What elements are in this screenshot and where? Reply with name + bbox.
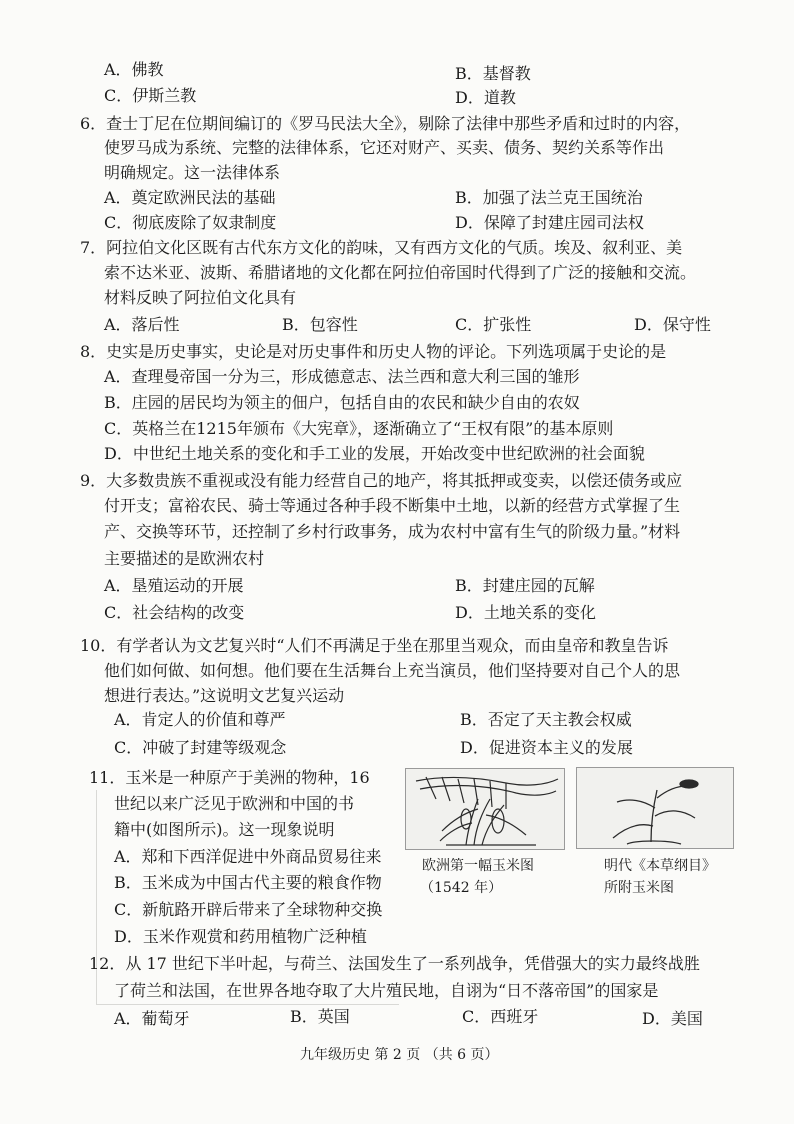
q8-option-a: A．查理曼帝国一分为三，形成德意志、法兰西和意大利三国的雏形 (104, 367, 580, 386)
q6-stem-line-2: 使罗马成为系统、完整的法律体系，它还对财产、买卖、债务、契约关系等作出 (104, 138, 665, 157)
q9-option-c: C．社会结构的改变 (104, 603, 245, 622)
q9-stem-line-1: 9．大多数贵族不重视或没有能力经营自己的地产，将其抵押或变卖，以偿还债务或应 (80, 471, 683, 490)
european-maize-caption-1: 欧洲第一幅玉米图 (422, 858, 534, 874)
q8-option-d: D．中世纪土地关系的变化和手工业的发展，开始改变中世纪欧洲的社会面貌 (104, 444, 645, 463)
q9-stem-line-2: 付开支；富裕农民、骑士等通过各种手段不断集中土地，以新的经营方式掌握了生 (104, 496, 681, 515)
bencao-maize-caption-2: 所附玉米图 (604, 880, 674, 896)
q10-option-b: B．否定了天主教会权威 (460, 710, 632, 729)
q10-option-d: D．促进资本主义的发展 (460, 738, 633, 757)
q12-option-a: A．葡萄牙 (114, 1009, 190, 1028)
q5-option-a: A．佛教 (104, 60, 164, 79)
q6-option-c: C．彻底废除了奴隶制度 (104, 213, 277, 232)
q10-stem-line-1: 10．有学者认为文艺复兴时“人们不再满足于坐在那里当观众，而由皇帝和教皇告诉 (80, 636, 669, 655)
q11-stem-line-2: 世纪以来广泛见于欧洲和中国的书 (114, 794, 355, 813)
q7-stem-line-1: 7．阿拉伯文化区既有古代东方文化的韵味，又有西方文化的气质。埃及、叙利亚、美 (80, 238, 683, 257)
q12-option-c: C．西班牙 (462, 1007, 539, 1026)
q11-stem-line-3: 籍中(如图所示)。这一现象说明 (114, 820, 335, 839)
q11-option-c: C．新航路开辟后带来了全球物种交换 (114, 900, 383, 919)
q11-option-b: B．玉米成为中国古代主要的粮食作物 (114, 873, 382, 892)
q11-option-d: D．玉米作观赏和药用植物广泛种植 (114, 927, 367, 946)
q12-option-d: D．美国 (642, 1009, 703, 1028)
q6-stem-line-3: 明确规定。这一法律体系 (104, 163, 281, 182)
q7-option-b: B．包容性 (282, 315, 358, 334)
q5-option-c: C．伊斯兰教 (104, 86, 197, 105)
q9-stem-line-3: 产、交换等环节，还控制了乡村行政事务，成为农村中富有生气的阶级力量。”材料 (104, 522, 681, 541)
q7-option-d: D．保守性 (634, 315, 711, 334)
q7-stem-line-2: 索不达米亚、波斯、希腊诸地的文化都在阿拉伯帝国时代得到了广泛的接触和交流。 (104, 263, 697, 282)
bencao-gangmu-maize-illustration (576, 767, 734, 849)
q5-option-b: B．基督教 (455, 64, 531, 83)
q7-stem-line-3: 材料反映了阿拉伯文化具有 (104, 288, 297, 307)
q7-option-a: A．落后性 (104, 315, 180, 334)
q8-stem: 8．史实是历史事实，史论是对历史事件和历史人物的评论。下列选项属于史论的是 (80, 342, 667, 361)
q9-stem-line-4: 主要描述的是欧洲农村 (104, 549, 265, 568)
q12-option-b: B．英国 (290, 1007, 350, 1026)
european-maize-caption-2: （1542 年） (420, 880, 503, 896)
page-footer: 九年级历史 第 2 页 （共 6 页） (300, 1047, 499, 1063)
q12-stem-line-1: 12．从 17 世纪下半叶起，与荷兰、法国发生了一系列战争，凭借强大的实力最终战胜 (89, 954, 700, 973)
q7-option-c: C．扩张性 (455, 315, 532, 334)
q10-stem-line-3: 想进行表达。”这说明文艺复兴运动 (104, 686, 345, 705)
q9-option-a: A．垦殖运动的开展 (104, 576, 244, 595)
q12-stem-line-2: 了荷兰和法国，在世界各地夺取了大片殖民地，自诩为“日不落帝国”的国家是 (114, 981, 659, 1000)
q11-option-a: A．郑和下西洋促进中外商品贸易往来 (114, 847, 382, 866)
q6-option-b: B．加强了法兰克王国统治 (455, 188, 643, 207)
q6-stem-line-1: 6．查士丁尼在位期间编订的《罗马民法大全》，剔除了法律中那些矛盾和过时的内容， (80, 114, 691, 133)
q10-stem-line-2: 他们如何做、如何想。他们要在生活舞台上充当演员，他们坚持要对自己个人的思 (104, 661, 681, 680)
q10-option-a: A．肯定人的价值和尊严 (114, 710, 286, 729)
q11-stem-line-1: 11．玉米是一种原产于美洲的物种，16 (89, 768, 370, 787)
q10-option-c: C．冲破了封建等级观念 (114, 738, 287, 757)
bencao-maize-caption-1: 明代《本草纲目》 (604, 858, 716, 874)
q5-option-d: D．道教 (455, 88, 516, 107)
q9-option-b: B．封建庄园的瓦解 (455, 576, 595, 595)
q6-option-d: D．保障了封建庄园司法权 (455, 213, 644, 232)
european-maize-illustration (405, 768, 565, 850)
q9-option-d: D．土地关系的变化 (455, 603, 596, 622)
q6-option-a: A．奠定欧洲民法的基础 (104, 188, 276, 207)
q8-option-c: C．英格兰在1215年颁布《大宪章》，逐渐确立了“王权有限”的基本原则 (104, 419, 614, 438)
q8-option-b: B．庄园的居民均为领主的佃户，包括自由的农民和缺少自由的农奴 (104, 393, 580, 412)
